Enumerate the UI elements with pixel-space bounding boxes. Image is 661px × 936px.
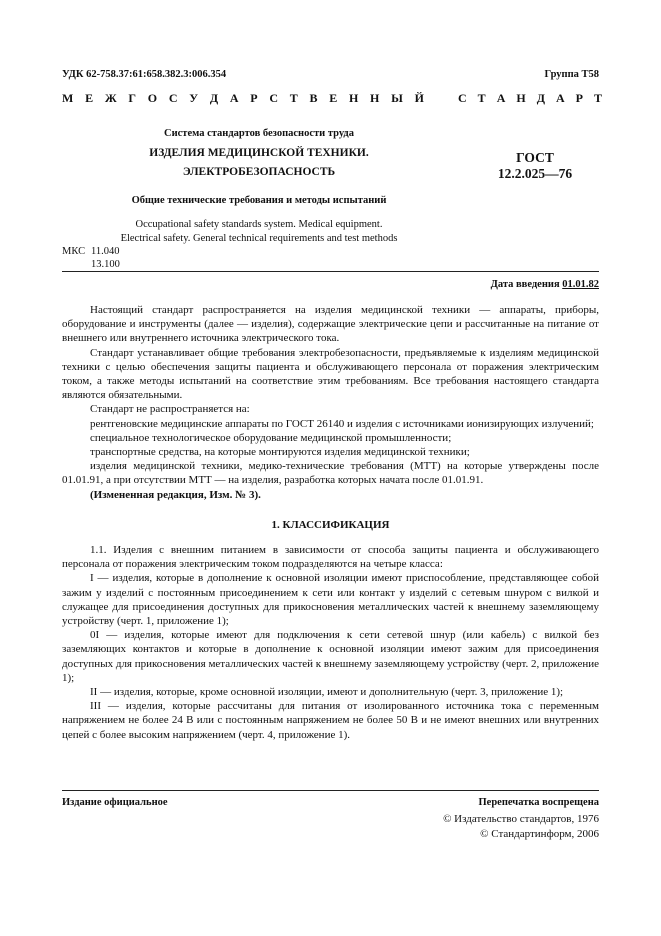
banner-letter: С bbox=[458, 90, 467, 105]
class-II-definition: II — изделия, которые, кроме основной изоляции, имеют и дополнительную (черт. 3, приложение 1); bbox=[90, 686, 564, 699]
paragraph-requirements: Стандарт устанавливает общие требования электробезопасности, предъявляемые к изделиям медицинской техники с целью обеспечения защиты пациента и обслуживающего персонала от поражения электрическим током, а также методы испытаний на соответствие этим требованиям. Все требования настоящего стандарта являются обязательными. bbox=[62, 346, 599, 402]
paragraph-amendment-note: (Измененная редакция, Изм. № 3). bbox=[90, 488, 261, 501]
paragraph-scope: Настоящий стандарт распространяется на изделия медицинской техники — аппараты, приборы, оборудование и инструменты (далее — изделия), содержащие электрические цепи и рассчитанные на питание от внешнего или внутреннего источника электрического тока. bbox=[62, 304, 599, 345]
mks-label: МКС bbox=[62, 246, 86, 257]
paragraph-exclusion-xray: рентгеновские медицинские аппараты по ГОСТ 26140 и изделия с источниками ионизирующих излучений; bbox=[90, 417, 594, 430]
banner-letter: Д bbox=[536, 90, 545, 105]
copyright-publisher: © Издательство стандартов, 1976 bbox=[443, 813, 599, 825]
document-title-line2: ЭЛЕКТРОБЕЗОПАСНОСТЬ bbox=[182, 166, 336, 178]
banner-letter: Й bbox=[414, 90, 424, 105]
gost-label: ГОСТ bbox=[516, 150, 554, 165]
banner-letter: Н bbox=[516, 90, 526, 105]
banner-letter: Р bbox=[575, 90, 583, 105]
paragraph-exclusions-intro: Стандарт не распространяется на: bbox=[90, 403, 250, 416]
banner-letter: У bbox=[189, 90, 199, 105]
group-code: Группа Т58 bbox=[544, 69, 599, 80]
standards-system-title: Система стандартов безопасности труда bbox=[164, 128, 354, 139]
banner-letter: Д bbox=[209, 90, 219, 105]
banner-letter: М bbox=[62, 90, 74, 105]
banner-letter: С bbox=[269, 90, 278, 105]
classification-section bbox=[62, 543, 599, 742]
document-title-line1: ИЗДЕЛИЯ МЕДИЦИНСКОЙ ТЕХНИКИ. bbox=[149, 147, 369, 159]
introduction-date-value: 01.01.82 bbox=[562, 279, 599, 290]
introduction-date bbox=[491, 277, 599, 292]
scope-section bbox=[62, 303, 599, 502]
english-title-line1: Occupational safety standards system. Medical equipment. bbox=[135, 219, 383, 230]
section-heading-classification: 1. КЛАССИФИКАЦИЯ bbox=[271, 519, 390, 531]
clause-1-1: 1.1. Изделия с внешним питанием в зависимости от способа защиты пациента и обслуживающего персонала от поражения электрическим током подразделяются на четыре класса: bbox=[62, 544, 599, 571]
banner-letter: Т bbox=[593, 90, 602, 105]
banner-letter: А bbox=[555, 90, 565, 105]
paragraph-exclusion-transport: транспортные средства, на которые монтируются изделия медицинской техники; bbox=[90, 446, 470, 459]
udk-code: УДК 62-758.37:61:658.382.3:006.354 bbox=[62, 69, 227, 80]
header-divider bbox=[62, 271, 599, 272]
banner-letter: Т bbox=[477, 90, 486, 105]
banner-letter: Ж bbox=[104, 90, 117, 105]
banner-letter: Н bbox=[348, 90, 359, 105]
banner-letter: Н bbox=[370, 90, 380, 105]
banner-letter: О bbox=[147, 90, 158, 105]
gost-number: 12.2.025—76 bbox=[497, 166, 573, 181]
copyright-standartinform: © Стандартинформ, 2006 bbox=[480, 828, 599, 840]
banner-letter: С bbox=[168, 90, 178, 105]
banner-letter: В bbox=[309, 90, 318, 105]
banner-letter: Т bbox=[289, 90, 298, 105]
footer-divider bbox=[62, 790, 599, 791]
banner-letter: А bbox=[229, 90, 239, 105]
banner-word-interstate bbox=[62, 91, 424, 106]
banner-letter: А bbox=[496, 90, 506, 105]
official-edition-label: Издание официальное bbox=[62, 797, 168, 808]
paragraph-exclusion-equipment: специальное технологическое оборудование медицинской промышленности; bbox=[90, 431, 452, 444]
class-I-definition: I — изделия, которые в дополнение к основной изоляции имеют приспособление, представляющее собой зажим у изделий с постоянным присоединением к сети или контакт у изделий с сетевым шнуром с вилкой и служащее для присоединения доступных для прикосновения металлических частей к внешнему заземляющему устройству (черт. 1, приложение 1); bbox=[62, 572, 599, 628]
class-0I-definition: 0I — изделия, которые имеют для подключения к сети сетевой шнур (или кабель) с вилкой без заземляющих контактов и которые в дополнение к основной изоляции имеют зажим для присоединения доступных для прикосновения металлических частей к внешнему заземляющему устройству (черт. 2, приложение 1); bbox=[62, 629, 599, 684]
banner-letter: Ы bbox=[391, 90, 403, 105]
english-title-line2: Electrical safety. General technical requirements and test methods bbox=[120, 233, 398, 244]
interstate-standard-banner bbox=[62, 90, 602, 106]
mks-code-1: 11.040 bbox=[91, 246, 120, 257]
banner-letter: Р bbox=[250, 90, 258, 105]
introduction-date-label: Дата введения bbox=[490, 279, 560, 290]
document-subtitle: Общие технические требования и методы испытаний bbox=[131, 195, 387, 206]
banner-letter: Г bbox=[128, 90, 137, 105]
banner-letter: Е bbox=[85, 90, 94, 105]
class-III-definition: III — изделия, которые рассчитаны для питания от изолированного источника тока с переменным напряжением не более 24 В или с постоянным напряжением не более 50 В и не имеют внешних или внутренних цепей с более высоким напряжением (черт. 4, приложение 1). bbox=[62, 700, 599, 741]
paragraph-exclusion-mtt: изделия медицинской техники, медико-технические требования (МТТ) на которые утверждены после 01.01.91, а при отсутствии МТТ — на изделия, разработка которых начата после 01.01.91. bbox=[62, 460, 599, 487]
banner-word-standard bbox=[458, 91, 602, 106]
reprint-prohibited-label: Перепечатка воспрещена bbox=[478, 797, 599, 808]
banner-letter: Е bbox=[329, 90, 338, 105]
mks-code-2: 13.100 bbox=[91, 259, 120, 270]
